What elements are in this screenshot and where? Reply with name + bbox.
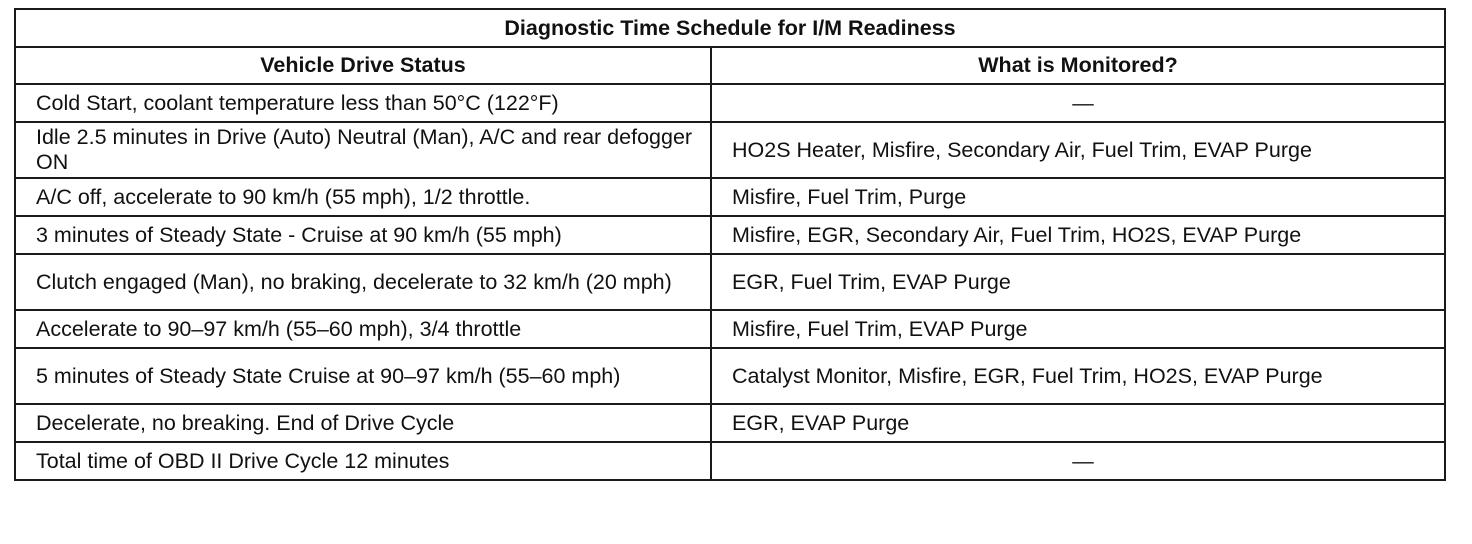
table-row [15,178,1445,216]
drive-status-cell: Total time of OBD II Drive Cycle 12 minutes [15,442,711,480]
table-row [15,310,1445,348]
drive-status-cell: 5 minutes of Steady State Cruise at 90–97 km/h (55–60 mph) [15,348,711,404]
table-title: Diagnostic Time Schedule for I/M Readiness [15,9,1445,47]
monitored-cell: Catalyst Monitor, Misfire, EGR, Fuel Trim, HO2S, EVAP Purge [711,348,1445,404]
monitored-cell: EGR, EVAP Purge [711,404,1445,442]
table-row [15,348,1445,404]
drive-status-cell: A/C off, accelerate to 90 km/h (55 mph), 1/2 throttle. [15,178,711,216]
table-row [15,216,1445,254]
drive-status-cell: 3 minutes of Steady State - Cruise at 90 km/h (55 mph) [15,216,711,254]
header-what-is-monitored: What is Monitored? [711,47,1445,84]
monitored-cell: — [711,84,1445,122]
table-row [15,254,1445,310]
header-row [15,47,1445,84]
header-vehicle-drive-status: Vehicle Drive Status [15,47,711,84]
diagnostic-schedule-table [14,8,1446,481]
drive-status-cell: Idle 2.5 minutes in Drive (Auto) Neutral (Man), A/C and rear defogger ON [15,122,711,178]
table-row [15,122,1445,178]
monitored-cell: Misfire, EGR, Secondary Air, Fuel Trim, HO2S, EVAP Purge [711,216,1445,254]
monitored-cell: — [711,442,1445,480]
drive-status-cell: Cold Start, coolant temperature less than 50°C (122°F) [15,84,711,122]
monitored-cell: HO2S Heater, Misfire, Secondary Air, Fuel Trim, EVAP Purge [711,122,1445,178]
monitored-cell: EGR, Fuel Trim, EVAP Purge [711,254,1445,310]
drive-status-cell: Clutch engaged (Man), no braking, decelerate to 32 km/h (20 mph) [15,254,711,310]
table-row [15,84,1445,122]
monitored-cell: Misfire, Fuel Trim, Purge [711,178,1445,216]
drive-status-cell: Decelerate, no breaking. End of Drive Cycle [15,404,711,442]
title-row [15,9,1445,47]
drive-status-cell: Accelerate to 90–97 km/h (55–60 mph), 3/4 throttle [15,310,711,348]
table-row [15,404,1445,442]
monitored-cell: Misfire, Fuel Trim, EVAP Purge [711,310,1445,348]
table-row [15,442,1445,480]
